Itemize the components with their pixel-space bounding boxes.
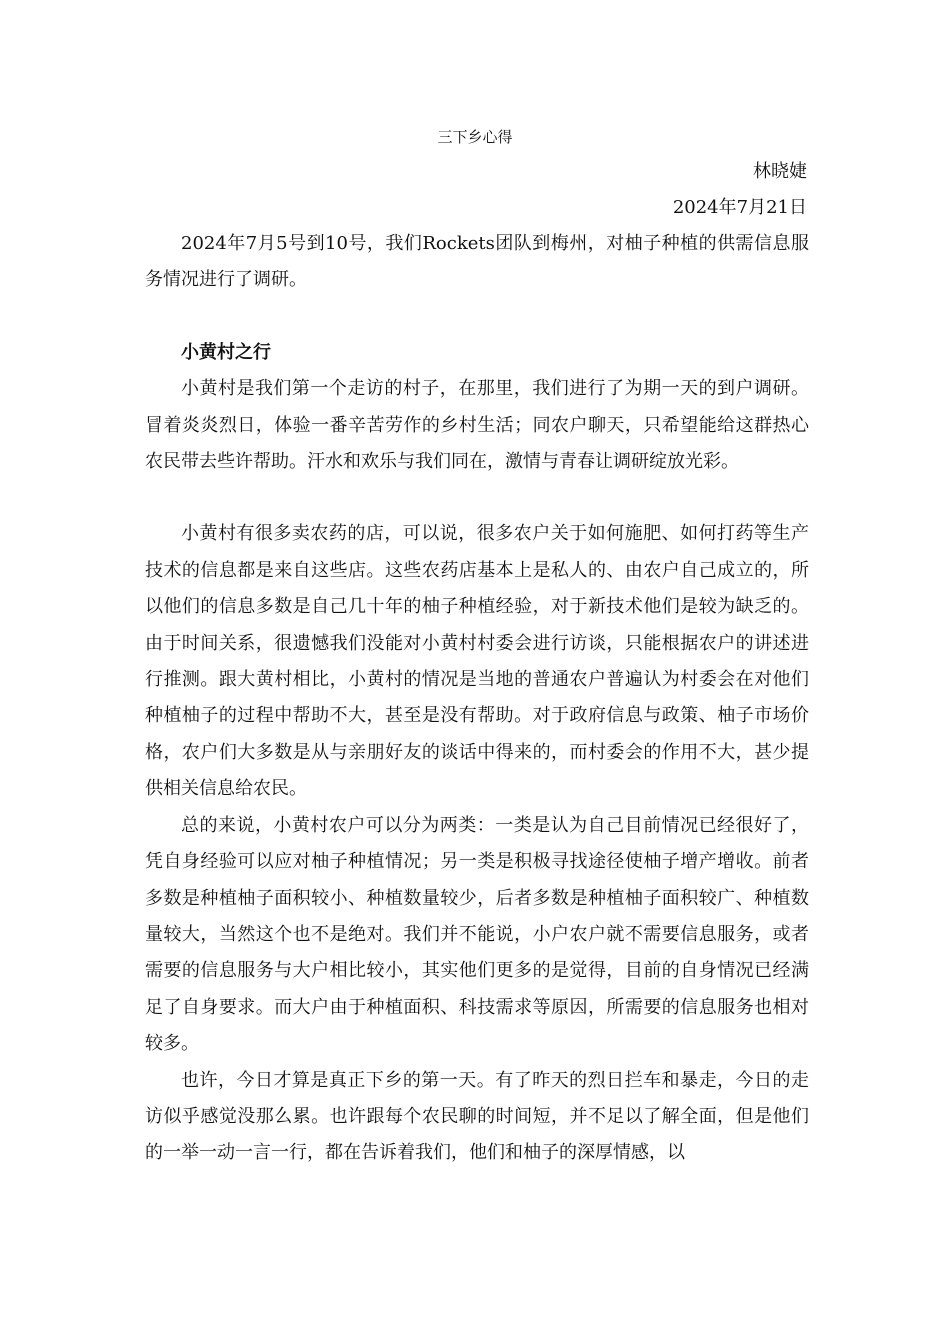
section-heading: 小黄村之行 (181, 341, 271, 363)
paragraph-2: 小黄村有很多卖农药的店，可以说，很多农户关于如何施肥、如何打药等生产技术的信息都是来自这些店。这些农药店基本上是私人的、由农户自己成立的，所以他们的信息多数是自己几十年的柚子种植经验，对于新技术他们是较为缺乏的。由于时间关系，很遗憾我们没能对小黄村村委会进行访谈，只能根据农户的讲述进行推测。跟大黄村相比，小黄村的情况是当地的普通农户普遍认为村委会在对他们种植柚子的过程中帮助不大，甚至是没有帮助。对于政府信息与政策、柚子市场价格，农户们大多数是从与亲朋好友的谈话中得来的，而村委会的作用不大，甚少提供相关信息给农民。 (145, 523, 809, 800)
paragraph-4: 也许，今日才算是真正下乡的第一天。有了昨天的烈日拦车和暴走，今日的走访似乎感觉没那么累。也许跟每个农民聊的时间短，并不足以了解全面，但是他们的一举一动一言一行，都在告诉着我们，他们和柚子的深厚情感，以 (145, 1069, 809, 1164)
paragraph-1: 小黄村是我们第一个走访的村子，在那里，我们进行了为期一天的到户调研。冒着炎炎烈日，体验一番辛苦劳作的乡村生活；同农户聊天，只希望能给这群热心农民带去些许帮助。汗水和欢乐与我们同在，激情与青春让调研绽放光彩。 (145, 378, 809, 473)
document-date: 2024年7月21日 (672, 197, 807, 218)
intro-paragraph: 2024年7月5号到10号，我们Rockets团队到梅州，对柚子种植的供需信息服务情况进行了调研。 (145, 233, 809, 291)
document-title: 三下乡心得 (437, 128, 513, 146)
paragraph-3: 总的来说，小黄村农户可以分为两类：一类是认为自己目前情况已经很好了，凭自身经验可以应对柚子种植情况；另一类是积极寻找途径使柚子增产增收。前者多数是种植柚子面积较小、种植数量较少，后者多数是种植柚子面积较广、种植数量较大，当然这个也不是绝对。我们并不能说，小户农户就不需要信息服务，或者需要的信息服务与大户相比较小，其实他们更多的是觉得，目前的自身情况已经满足了自身要求。而大户由于种植面积、科技需求等原因，所需要的信息服务也相对较多。 (145, 814, 809, 1055)
document-body (145, 226, 809, 1172)
author-name: 林晓婕 (753, 161, 807, 182)
